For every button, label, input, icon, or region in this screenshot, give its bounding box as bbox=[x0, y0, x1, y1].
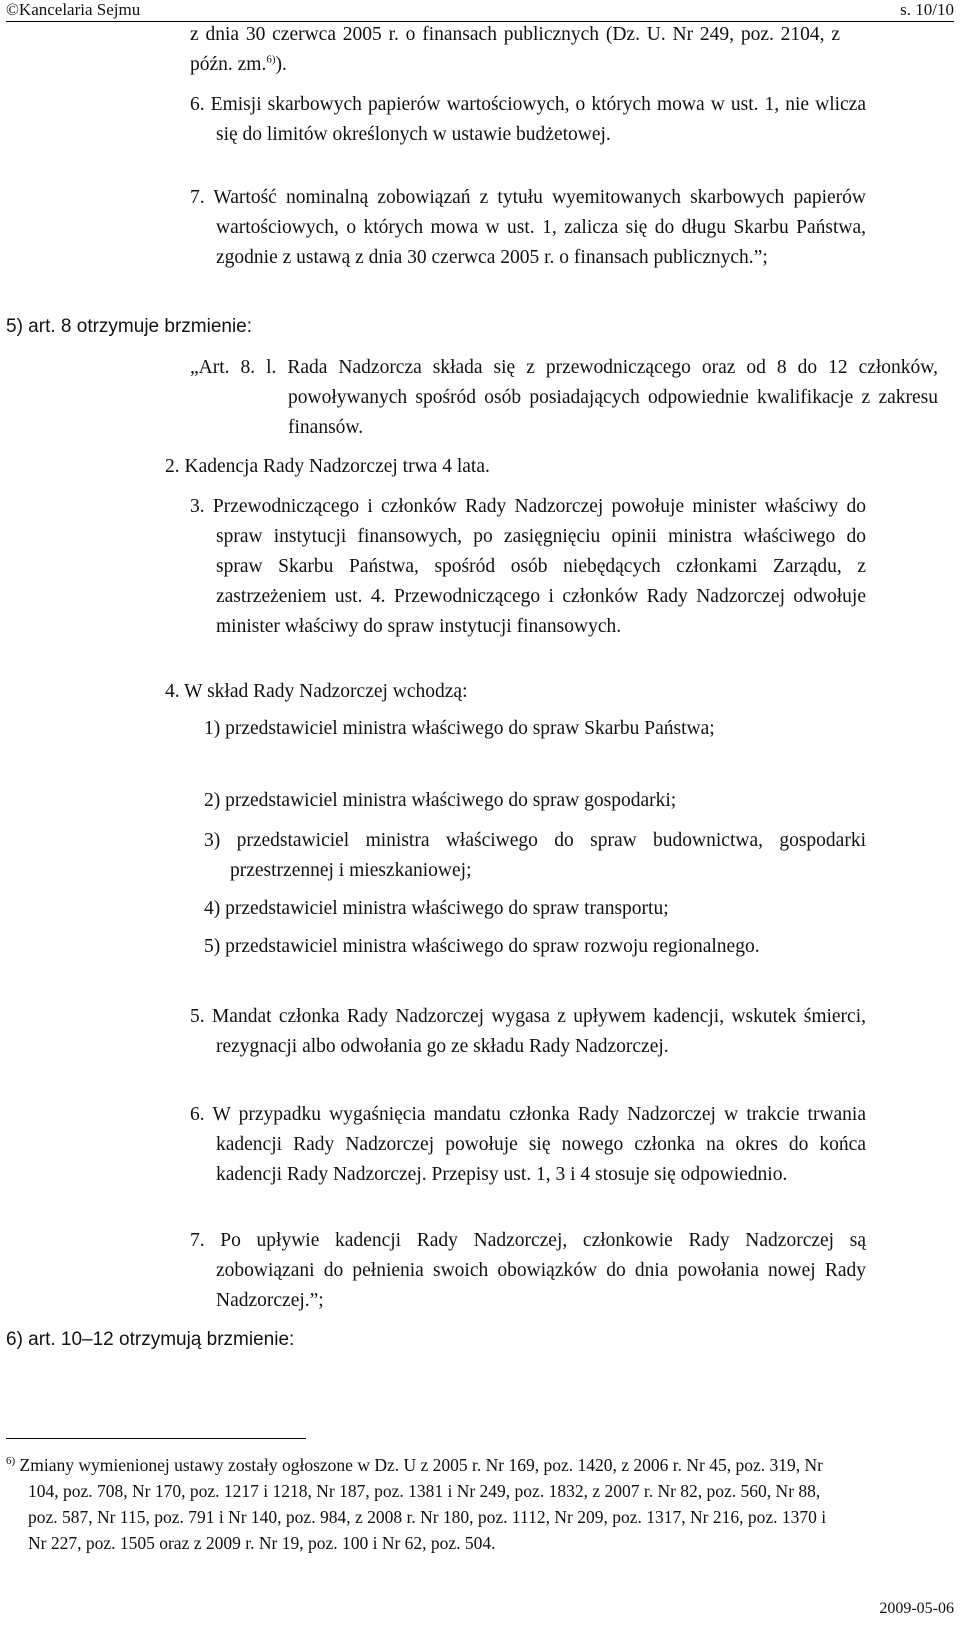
header-source: ©Kancelaria Sejmu bbox=[6, 0, 141, 19]
amendment-6-heading: 6) art. 10–12 otrzymują brzmienie: bbox=[6, 1329, 295, 1350]
list-item-1: 1) przedstawiciel ministra właściwego do spraw Skarbu Państwa; bbox=[204, 718, 715, 739]
continuation-body: z dnia 30 czerwca 2005 r. o finansach publicznych (Dz. U. Nr 249, poz. 2104, z późn. zm. bbox=[190, 24, 840, 75]
list-item-4: 4) przedstawiciel ministra właściwego do spraw transportu; bbox=[204, 898, 669, 919]
art8-par5: 5. Mandat członka Rady Nadzorczej wygasa z upływem kadencji, wskutek śmierci, rezygnacji albo odwołania go ze składu Rady Nadzorczej. bbox=[190, 1006, 866, 1057]
footnote-body bbox=[6, 1452, 846, 1556]
footnote-text: Zmiany wymienionej ustawy zostały ogłoszone w Dz. U z 2005 r. Nr 169, poz. 1420, z 2006 r. Nr 45, poz. 319, Nr 104, poz. 708, Nr 170, poz. 1217 i 1218, Nr 187, poz. 1381 i Nr 249, poz. 1832, z 2007 r. Nr 82, poz. 560, Nr 88, poz. 587, Nr 115, poz. 791 i Nr 140, poz. 984, z 2008 r. Nr 180, poz. 1112, Nr 209, poz. 1317, Nr 216, poz. 1370 i Nr 227, poz. 1505 oraz z 2009 r. Nr 19, poz. 100 i Nr 62, poz. 504. bbox=[19, 1455, 827, 1553]
list-item-5: 5) przedstawiciel ministra właściwego do spraw rozwoju regionalnego. bbox=[204, 936, 760, 957]
paragraph-7: 7. Wartość nominalną zobowiązań z tytułu wyemitowanych skarbowych papierów wartościowych, o których mowa w ust. 1, zalicza się do długu Skarbu Państwa, zgodnie z ustawą z dnia 30 czerwca 2005 r. o finansach publicznych.”; bbox=[190, 187, 866, 268]
amendment-5-heading: 5) art. 8 otrzymuje brzmienie: bbox=[6, 316, 253, 337]
paragraph-6: 6. Emisji skarbowych papierów wartościowych, o których mowa w ust. 1, nie wlicza się do limitów określonych w ustawie budżetowej. bbox=[190, 94, 866, 145]
page-number: s. 10/10 bbox=[900, 0, 954, 19]
footer-date: 2009-05-06 bbox=[879, 1600, 954, 1617]
footnote bbox=[6, 1452, 846, 1556]
art8-par1: „Art. 8. l. Rada Nadzorcza składa się z przewodniczącego oraz od 8 do 12 członków, powoływanych spośród osób posiadających odpowiednie kwalifikacje z zakresu finansów. bbox=[190, 357, 938, 438]
art8-par7: 7. Po upływie kadencji Rady Nadzorczej, członkowie Rady Nadzorczej są zobowiązani do pełnienia swoich obowiązków do dnia powołania nowej Rady Nadzorczej.”; bbox=[190, 1230, 866, 1311]
list-item-2: 2) przedstawiciel ministra właściwego do spraw gospodarki; bbox=[204, 790, 677, 811]
art8-par4: 4. W skład Rady Nadzorczej wchodzą: bbox=[165, 681, 468, 702]
footnote-rule bbox=[6, 1438, 306, 1439]
art8-par3: 3. Przewodniczącego i członków Rady Nadzorczej powołuje minister właściwy do spraw instytucji finansowych, po zasięgnięciu opinii ministra właściwego do spraw Skarbu Państwa, spośród osób niebędących członkami Zarządu, z zastrzeżeniem ust. 4. Przewodniczącego i członków Rady Nadzorczej odwołuje minister właściwy do spraw instytucji finansowych. bbox=[190, 496, 866, 637]
footnote-mark: 6) bbox=[6, 1455, 16, 1468]
art8-par6: 6. W przypadku wygaśnięcia mandatu członka Rady Nadzorczej w trakcie trwania kadencji Rady Nadzorczej powołuje się nowego członka na okres do końca kadencji Rady Nadzorczej. Przepisy ust. 1, 3 i 4 stosuje się odpowiednio. bbox=[190, 1104, 866, 1185]
continuation-tail: ). bbox=[275, 54, 287, 75]
footnote-ref: 6) bbox=[266, 53, 276, 66]
continuation-text bbox=[190, 20, 840, 80]
art8-par2: 2. Kadencja Rady Nadzorczej trwa 4 lata. bbox=[165, 456, 490, 477]
list-item-3: 3) przedstawiciel ministra właściwego do spraw budownictwa, gospodarki przestrzennej i mieszkaniowej; bbox=[204, 830, 866, 881]
